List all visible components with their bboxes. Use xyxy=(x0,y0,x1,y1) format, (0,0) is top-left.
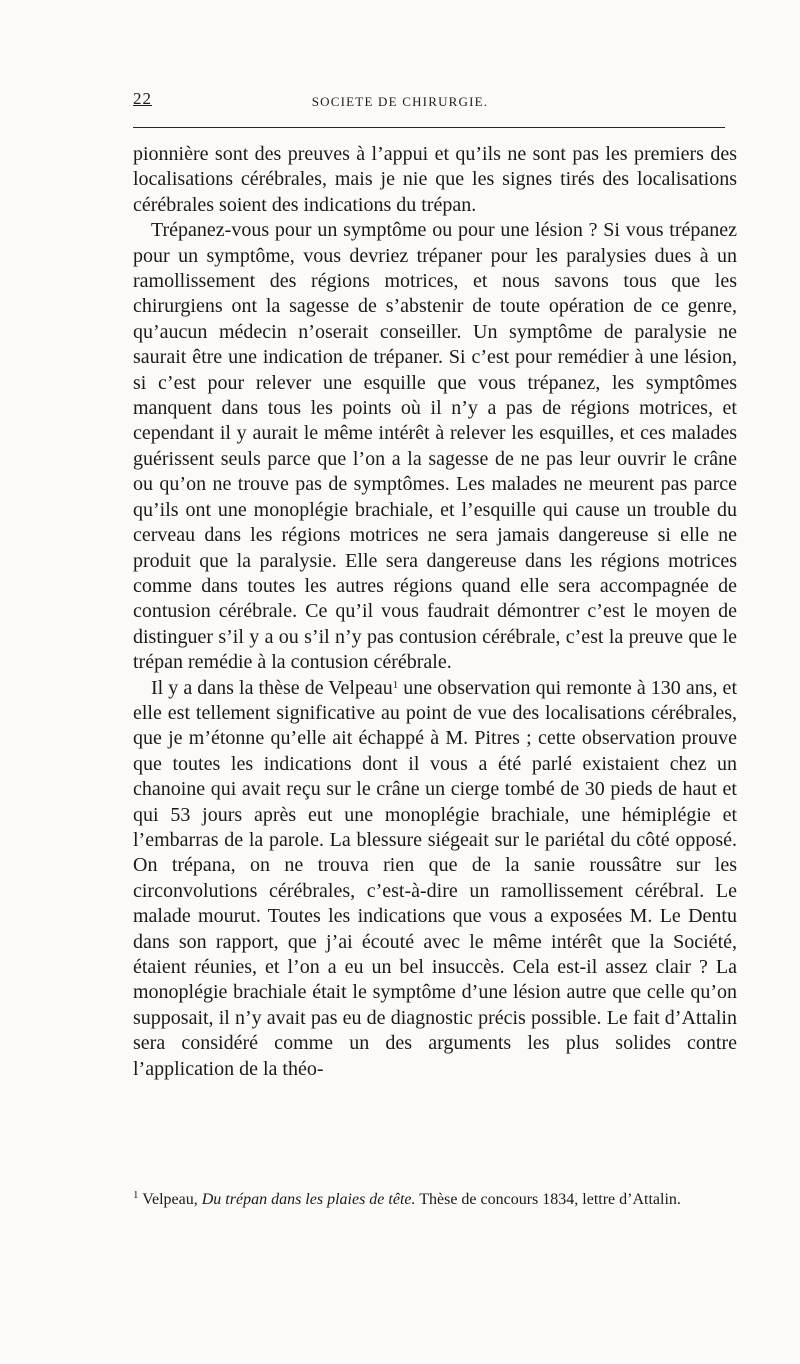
paragraph-text: une observation qui remonte à 130 ans, et elle est tellement significative au point de vue des localisations cérébrales, que je m’étonne qu’elle ait échappé à M. Pitres ; cette observation prouve que toutes les indications dont il vous a été parlé existaient chez un chanoine qui avait reçu sur le crâne un cierge tombé de 30 pieds de haut et qui 53 jours après eut une monoplégie brachiale, une hémiplégie et l’embarras de la parole. La blessure siégeait sur le pariétal du côté opposé. On trépana, on ne trouva rien que de la sanie roussâtre sur les circonvolutions cérébrales, c’est-à-dire un ramollissement cérébral. Le malade mourut. Toutes les indications que vous a exposées M. Le Dentu dans son rapport, que j’ai écouté avec le même intérêt que la Société, étaient réunies, et l’on a eu un bel insuccès. Cela est-il assez clair ? La monoplégie brachiale était le symptôme d’une lésion autre que celle qu’on supposait, il n’y avait pas eu de diagnostic précis possible. Le fait d’Attalin sera considéré comme un des arguments les plus solides contre l’application de la théo- xyxy=(133,676,737,1080)
footnote xyxy=(133,1188,737,1211)
footnote-reference: 1 xyxy=(392,678,399,691)
paragraph xyxy=(133,676,737,1083)
footnote-title: Du trépan dans les plaies de tête. xyxy=(201,1191,416,1208)
page-number: 22 xyxy=(133,89,152,108)
header-rule xyxy=(133,127,725,128)
paragraph: pionnière sont des preuves à l’appui et qu’ils ne sont pas les premiers des localisations cérébrales, mais je nie que les signes tirés des localisations cérébrales soient des indications du trépan. xyxy=(133,143,737,216)
footnote-author: Velpeau, xyxy=(142,1191,198,1208)
footnote-marker: 1 xyxy=(133,1189,139,1201)
footnote-text: Thèse de concours 1834, lettre d’Attalin. xyxy=(419,1191,681,1208)
body-text xyxy=(133,142,737,1082)
paragraph-text: Il y a dans la thèse de Velpeau xyxy=(151,676,393,699)
running-title: SOCIETE DE CHIRURGIE. xyxy=(311,94,489,109)
paragraph: Trépanez-vous pour un symptôme ou pour une lésion ? Si vous trépanez pour un symptôme, vous devriez trépaner pour les paralysies dues à un ramollissement des régions motrices, et nous savons tous que les chirurgiens ont la sagesse de s’abstenir de toute opération de ce genre, qu’aucun médecin n’oserait conseiller. Un symptôme de paralysie ne saurait être une indication de trépaner. Si c’est pour remédier à une lésion, si c’est pour relever une esquille que vous trépanez, les symptômes manquent dans tous les points où il n’y a pas de régions motrices, et cependant il y aurait le même intérêt à relever les esquilles, et ces malades guérissent seuls parce que l’on a la sagesse de ne pas leur ouvrir le crâne ou qu’on ne trouve pas de symptômes. Les malades ne meurent pas parce qu’ils ont une monoplégie brachiale, et l’esquille qui cause un trouble du cerveau dans les régions motrices ne sera jamais dangereuse si elle ne produit que la paralysie. Elle sera dangereuse dans les régions motrices comme dans toutes les autres régions quand elle sera accompagnée de contusion cérébrale. Ce qu’il vous faudrait démontrer c’est le moyen de distinguer s’il y a ou s’il n’y pas contusion cérébrale, c’est la preuve que le trépan remédie à la contusion cérébrale. xyxy=(133,219,737,674)
